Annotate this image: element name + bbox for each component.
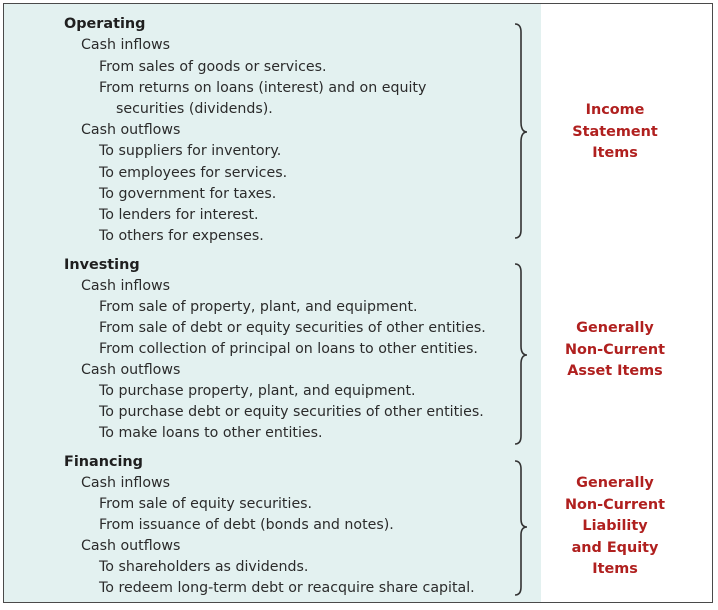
- operating-inflow-item: From sales of goods or services.: [99, 59, 327, 75]
- label-line: Statement: [572, 123, 658, 140]
- investing-classification-label: [540, 318, 690, 383]
- operating-outflow-item: To employees for services.: [99, 165, 288, 181]
- financing-outflow-item: To shareholders as dividends.: [99, 559, 309, 575]
- label-line: Non-Current: [564, 341, 666, 358]
- operating-outflow-item: To government for taxes.: [99, 186, 277, 202]
- label-line: Items: [592, 145, 638, 161]
- label-line: Items: [592, 561, 638, 577]
- financing-inflow-item: From issuance of debt (bonds and notes).: [99, 517, 394, 533]
- investing-outflow-item: To purchase property, plant, and equipment.: [99, 383, 416, 399]
- label-line: Non-Current: [564, 496, 666, 513]
- label-line: Income: [585, 102, 645, 118]
- operating-classification-label: [540, 100, 690, 165]
- investing-outflow-item: To make loans to other entities.: [99, 425, 323, 441]
- investing-inflows-label: Cash inflows: [81, 278, 171, 294]
- operating-inflows-label: Cash inflows: [81, 37, 171, 53]
- investing-inflow-item: From collection of principal on loans to other entities.: [99, 341, 478, 357]
- financing-classification-label: [540, 473, 690, 581]
- label-line: Asset Items: [567, 363, 663, 379]
- investing-brace-icon: [512, 262, 532, 448]
- financing-inflows-label: Cash inflows: [81, 475, 171, 491]
- operating-inflow-item: securities (dividends).: [116, 101, 273, 117]
- investing-inflow-item: From sale of property, plant, and equipment.: [99, 299, 418, 315]
- label-line: and Equity: [571, 539, 659, 556]
- operating-outflow-item: To suppliers for inventory.: [99, 143, 282, 159]
- investing-outflow-item: To purchase debt or equity securities of other entities.: [99, 404, 484, 420]
- financing-inflow-item: From sale of equity securities.: [99, 496, 313, 512]
- label-line: Generally: [576, 475, 654, 491]
- financing-outflow-item: To redeem long-term debt or reacquire share capital.: [99, 580, 475, 596]
- investing-outflows-label: Cash outflows: [81, 362, 181, 378]
- operating-brace-icon: [512, 22, 532, 242]
- operating-outflow-item: To others for expenses.: [99, 228, 264, 244]
- label-line: Liability: [582, 518, 648, 534]
- operating-outflows-label: Cash outflows: [81, 122, 181, 138]
- operating-outflow-item: To lenders for interest.: [99, 207, 259, 223]
- financing-outflows-label: Cash outflows: [81, 538, 181, 554]
- financing-brace-icon: [512, 459, 532, 599]
- label-line: Generally: [576, 320, 654, 336]
- operating-inflow-item: From returns on loans (interest) and on equity: [99, 80, 427, 96]
- operating-heading: Operating: [64, 16, 146, 32]
- investing-inflow-item: From sale of debt or equity securities of other entities.: [99, 320, 486, 336]
- investing-heading: Investing: [64, 257, 140, 273]
- financing-heading: Financing: [64, 454, 143, 470]
